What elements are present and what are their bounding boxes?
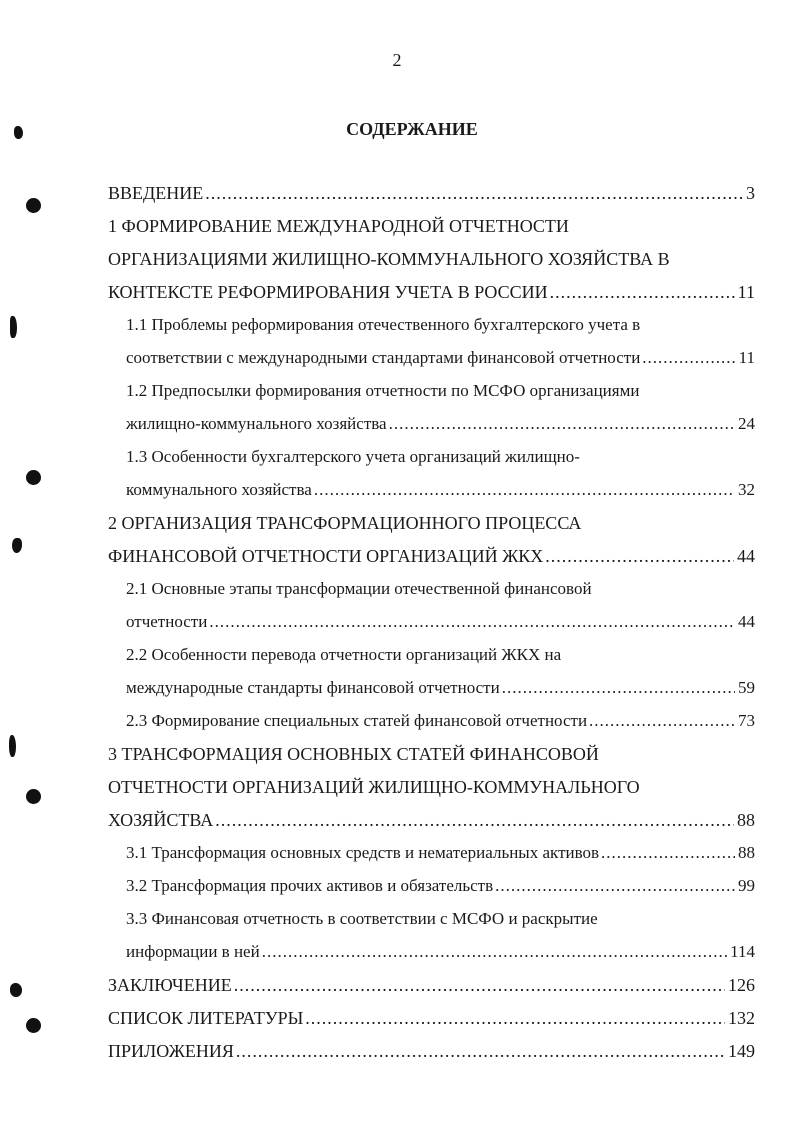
toc-title: СОДЕРЖАНИЕ — [346, 119, 478, 139]
toc-entry: 2.2 Особенности перевода отчетности организаций ЖКХ на — [126, 645, 562, 664]
binding-mark — [9, 735, 16, 757]
binding-mark — [10, 983, 22, 997]
page-number: 2 — [392, 50, 402, 70]
toc-entry: 1.2 Предпосылки формирования отчетности по МСФО организациями — [126, 381, 640, 400]
toc-entry: ФИНАНСОВОЙ ОТЧЕТНОСТИ ОРГАНИЗАЦИЙ ЖКХ ..... 44 — [108, 541, 755, 571]
toc-entry: ХОЗЯЙСТВА ..... 88 — [108, 805, 755, 835]
toc-entry: ОРГАНИЗАЦИЯМИ ЖИЛИЩНО-КОММУНАЛЬНОГО ХОЗЯЙСТВА В — [108, 249, 670, 269]
toc-entry: 3.2 Трансформация прочих активов и обязательств ..... 99 — [126, 871, 755, 901]
toc-entry: 1.1 Проблемы реформирования отечественного бухгалтерского учета в — [126, 315, 641, 334]
binding-hole — [26, 198, 41, 213]
toc-entry: 2.3 Формирование специальных статей финансовой отчетности ..... 73 — [126, 706, 755, 736]
toc-entry: жилищно-коммунального хозяйства ..... 24 — [126, 409, 755, 439]
toc-entry: КОНТЕКСТЕ РЕФОРМИРОВАНИЯ УЧЕТА В РОССИИ ..... 11 — [108, 277, 755, 307]
toc-entry: 3.3 Финансовая отчетность в соответствии с МСФО и раскрытие — [126, 909, 598, 928]
toc-entry: 1.3 Особенности бухгалтерского учета организаций жилищно- — [126, 447, 580, 466]
binding-mark — [10, 316, 17, 338]
binding-mark — [12, 538, 22, 553]
toc-entry: ПРИЛОЖЕНИЯ ..... 149 — [108, 1036, 755, 1066]
toc-entry: информации в ней ..... 114 — [126, 937, 755, 967]
toc-entry: 1 ФОРМИРОВАНИЕ МЕЖДУНАРОДНОЙ ОТЧЕТНОСТИ — [108, 216, 569, 236]
toc-entry: ВВЕДЕНИЕ ..... 3 — [108, 178, 755, 208]
toc-entry: 2.1 Основные этапы трансформации отечественной финансовой — [126, 579, 592, 598]
toc-entry: 2 ОРГАНИЗАЦИЯ ТРАНСФОРМАЦИОННОГО ПРОЦЕССА — [108, 513, 582, 533]
toc-entry: международные стандарты финансовой отчетности ..... 59 — [126, 673, 755, 703]
toc-entry: 3.1 Трансформация основных средств и нематериальных активов ..... 88 — [126, 838, 755, 868]
toc-entry: коммунального хозяйства ..... 32 — [126, 475, 755, 505]
toc-entry: ОТЧЕТНОСТИ ОРГАНИЗАЦИЙ ЖИЛИЩНО-КОММУНАЛЬНОГО — [108, 777, 640, 797]
binding-hole — [26, 470, 41, 485]
toc-entry: 3 ТРАНСФОРМАЦИЯ ОСНОВНЫХ СТАТЕЙ ФИНАНСОВОЙ — [108, 744, 599, 764]
toc-entry: ЗАКЛЮЧЕНИЕ ..... 126 — [108, 970, 755, 1000]
toc-entry: отчетности ..... 44 — [126, 607, 755, 637]
toc-entry: соответствии с международными стандартами финансовой отчетности ..... 11 — [126, 343, 755, 373]
binding-hole — [26, 1018, 41, 1033]
toc-entry: СПИСОК ЛИТЕРАТУРЫ ..... 132 — [108, 1003, 755, 1033]
binding-hole — [26, 789, 41, 804]
